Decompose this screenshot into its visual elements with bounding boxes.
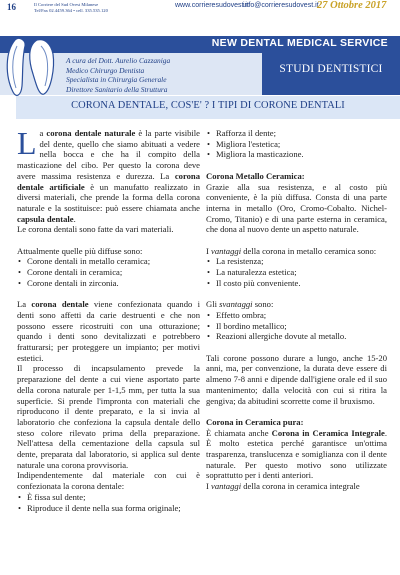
italic-term: vantaggi bbox=[211, 245, 242, 256]
list-item: • Corone dentali in metallo ceramica; bbox=[17, 256, 200, 267]
italic-term: svantaggi bbox=[219, 299, 253, 310]
text-run: della corona in ceramica integrale bbox=[241, 481, 360, 492]
crown-properties-list-cont bbox=[206, 128, 387, 160]
subheading: Corona Metallo Ceramica: bbox=[206, 170, 305, 181]
diffuse-intro: Attualmente quelle più diffuse sono: bbox=[17, 245, 143, 256]
text-run: . È molto estetica perché garantisce un'ottima trasparenza, translucenza e somiglianza con il dente naturale. Per questo motivo sono utilizzate soprattutto per i denti anteriori. bbox=[206, 427, 387, 481]
bold-term: corona dentale naturale bbox=[46, 128, 136, 138]
list-item: • Corone dentali in zirconia. bbox=[17, 278, 200, 289]
list-item: • La resistenza; bbox=[206, 256, 387, 267]
text-run: I bbox=[206, 245, 212, 256]
paragraph: Grazie alla sua resistenza, e al costo più conveniente, è la più diffusa. Consta di una parte interna in metallo (Oro, Cromo-Cobalto. Nichel-Cromo, Titanio) e di una parte esterna in ceramica, che dona al nuovo dente un aspetto naturale. bbox=[206, 181, 387, 235]
text-run: a bbox=[39, 128, 47, 138]
author-credit bbox=[66, 56, 170, 94]
list-item: • Rafforza il dente; bbox=[206, 128, 387, 139]
bold-term: corona dentale artificiale bbox=[17, 170, 200, 192]
author-line: Medico Chirurgo Dentista bbox=[66, 65, 145, 75]
author-line: Specialista in Chirurgia Generale bbox=[66, 75, 167, 85]
text-run: viene confezionata quando i denti sono affetti da carie destruenti e che non possono essere ricostruiti con una otturazione; quando i denti sono devitalizzati e potrebbero fratturarsi; per proteggere un impianto; per motivi estetici. bbox=[17, 299, 200, 363]
section-title: STUDI DENTISTICI bbox=[279, 63, 383, 75]
list-item: • Migliora la masticazione. bbox=[206, 149, 387, 160]
author-line: A cura del Dott. Aurelio Cazzaniga bbox=[66, 56, 171, 65]
crown-properties-list bbox=[17, 492, 200, 513]
paragraph: Il processo di incapsulamento prevede la preparazione del dente a cui viene asportato parte della corona naturale per 1-1,5 mm, per tutta la sua superficie. Si prende l'impronta con materiali che riproducono il dente preparato, e la si invia al laboratorio che confeziona la capsula dentale dello steso colore rilevato prima della preparazione. Nell'attesa della cementazione della capsula sul dente, preparata dal laboratorio, si applica sul dente naturale una corona provvisoria. bbox=[17, 363, 200, 470]
text-run: I bbox=[206, 481, 212, 492]
text-run: è la parte visibile del dente, quello che siamo abituati a vedere nella bocca e che ha il compito della masticazione del cibo. Per questo la corona deve avere massima resistenza e durezza. La bbox=[17, 128, 200, 181]
paragraph bbox=[17, 299, 200, 363]
paragraph: Indipendentemente dal materiale con cui è confezionata la corona dentale: bbox=[17, 470, 200, 492]
list-item: • Reazioni allergiche dovute al metallo. bbox=[206, 331, 387, 342]
paragraph bbox=[206, 481, 387, 492]
list-item: • Effetto ombra; bbox=[206, 310, 387, 321]
paragraph bbox=[206, 246, 387, 257]
bold-term: corona dentale bbox=[31, 299, 89, 310]
paragraph bbox=[206, 428, 387, 482]
text-run: della corona in metallo ceramica sono: bbox=[241, 245, 377, 256]
right-column bbox=[206, 128, 387, 492]
publisher-name: Il Corriere del Sud Ovest Milanese bbox=[34, 2, 99, 7]
email-link[interactable]: info@corrieresudovest.it bbox=[243, 2, 319, 9]
bold-term: Corona in Ceramica Integrale bbox=[271, 427, 385, 438]
list-item: • Riproduce il dente nella sua forma originale; bbox=[17, 503, 200, 514]
masthead-top bbox=[0, 0, 400, 36]
text-run: è un manufatto realizzato in diversi materiali, che prende la forma della corona naturale e la sostituisce: può essere chiamata anche bbox=[17, 181, 200, 213]
text-run: La bbox=[17, 299, 32, 310]
text-run: . bbox=[73, 213, 76, 224]
subheading: Corona in Ceramica pura: bbox=[206, 416, 304, 427]
list-item: • È fissa sul dente; bbox=[17, 492, 200, 503]
crown-types-list bbox=[17, 256, 200, 288]
website-link[interactable]: www.corrieresudovest.it bbox=[175, 2, 249, 9]
list-item: • Corone dentali in ceramica; bbox=[17, 267, 200, 278]
advantages-list bbox=[206, 256, 387, 288]
text-run: Gli bbox=[206, 299, 220, 310]
paragraph bbox=[206, 299, 387, 310]
author-line: Direttore Sanitario della Struttura bbox=[66, 84, 168, 94]
issue-date: 27 Ottobre 2017 bbox=[317, 0, 387, 11]
article-title: CORONA DENTALE, COS'E' ? I TIPI DI CORONE DENTALI bbox=[71, 100, 345, 111]
left-column bbox=[17, 125, 200, 513]
list-item: • Migliora l'estetica; bbox=[206, 139, 387, 150]
italic-term: vantaggi bbox=[211, 481, 242, 492]
list-item: • La naturalezza estetica; bbox=[206, 267, 387, 278]
list-item: • Il bordino metallico; bbox=[206, 321, 387, 332]
page-number: 16 bbox=[7, 2, 16, 12]
drop-cap: L bbox=[17, 125, 37, 161]
paragraph: Tali corone possono durare a lungo, anche 15-20 anni, ma, per convenzione, la durata deve essere di almeno 7-8 anni e dipende dall'igiene orale ed il suo mantenimento; dalla velocità con cui si ritira la gengiva; da abitudini scorrette come il bruxismo. bbox=[206, 352, 387, 406]
intro-line: Le corona dentali sono fatte da vari materiali. bbox=[17, 224, 174, 235]
service-title: NEW DENTAL MEDICAL SERVICE bbox=[211, 37, 388, 49]
list-item: • Il costo più conveniente. bbox=[206, 278, 387, 289]
publisher-contact: Tel/Fax 02.4459.364 • cell. 335.535.120 bbox=[34, 8, 108, 13]
intro-paragraph bbox=[17, 125, 200, 224]
bold-term: capsula dentale bbox=[17, 213, 74, 224]
text-run: È chiamata anche bbox=[206, 427, 272, 438]
text-run: sono: bbox=[252, 299, 274, 310]
disadvantages-list bbox=[206, 310, 387, 342]
